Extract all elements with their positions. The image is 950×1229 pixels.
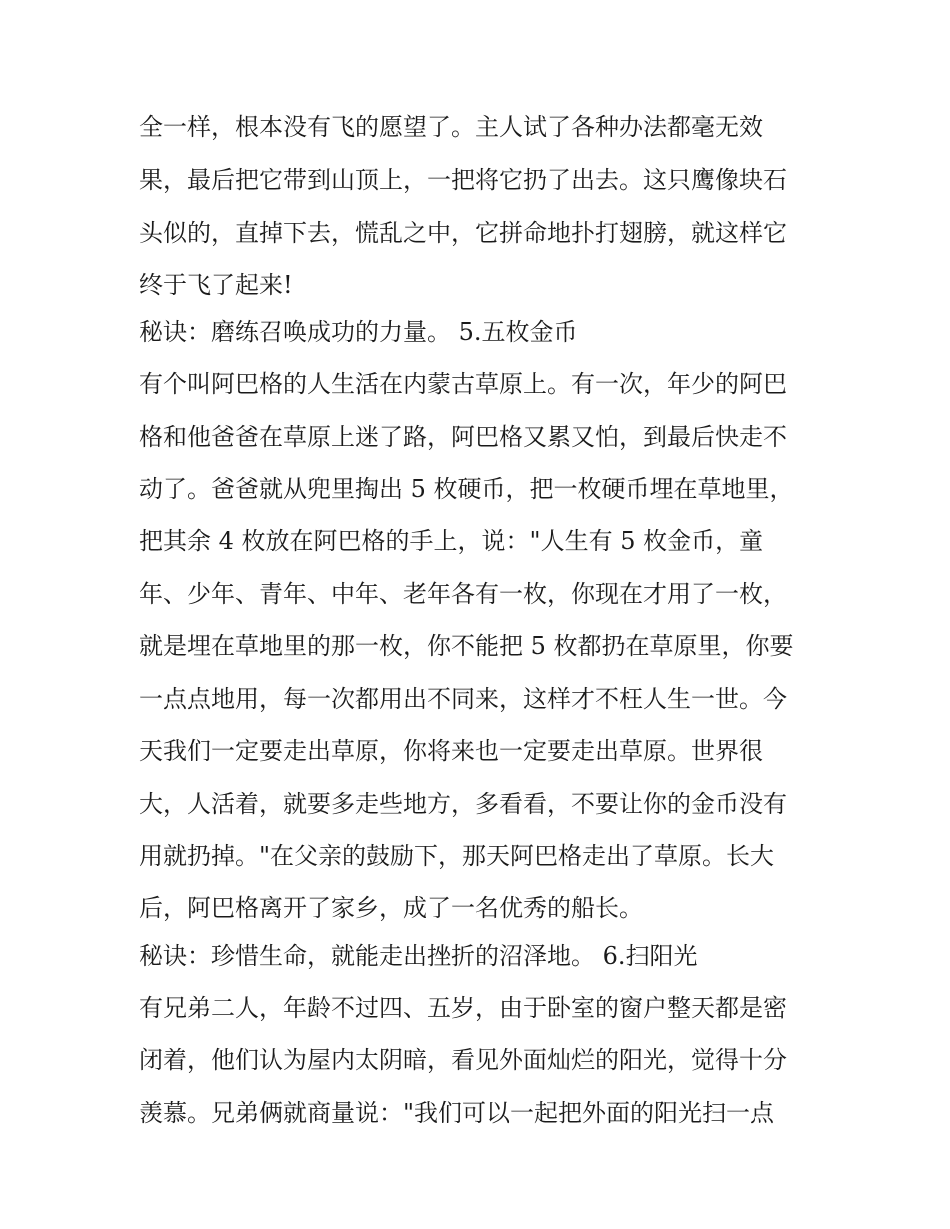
text-line: 大，人活着，就要多走些地方，多看看，不要让你的金币没有 bbox=[139, 790, 787, 818]
text-line: 年、少年、青年、中年、老年各有一枚，你现在才用了一枚， bbox=[139, 580, 787, 608]
text-line: 闭着，他们认为屋内太阴暗，看见外面灿烂的阳光，觉得十分 bbox=[139, 1046, 787, 1074]
text-line: 把其余 4 枚放在阿巴格的手上，说："人生有 5 枚金币，童 bbox=[139, 527, 764, 555]
text-line: 羡慕。兄弟俩就商量说："我们可以一起把外面的阳光扫一点 bbox=[139, 1099, 775, 1127]
text-line: 有兄弟二人，年龄不过四、五岁，由于卧室的窗户整天都是密 bbox=[139, 994, 787, 1022]
text-line: 一点点地用，每一次都用出不同来，这样才不枉人生一世。今 bbox=[139, 685, 787, 713]
text-line: 果，最后把它带到山顶上，一把将它扔了出去。这只鹰像块石 bbox=[139, 166, 787, 194]
text-line: 后，阿巴格离开了家乡，成了一名优秀的船长。 bbox=[139, 894, 643, 922]
text-line: 有个叫阿巴格的人生活在内蒙古草原上。有一次，年少的阿巴 bbox=[139, 370, 787, 398]
text-line: 头似的，直掉下去，慌乱之中，它拼命地扑打翅膀，就这样它 bbox=[139, 219, 787, 247]
text-line: 用就扔掉。"在父亲的鼓励下，那天阿巴格走出了草原。长大 bbox=[139, 842, 775, 870]
section-heading-line: 秘诀：珍惜生命，就能走出挫折的沼泽地。 6.扫阳光 bbox=[139, 942, 698, 970]
text-line: 格和他爸爸在草原上迷了路，阿巴格又累又怕，到最后快走不 bbox=[139, 423, 787, 451]
text-line: 动了。爸爸就从兜里掏出 5 枚硬币，把一枚硬币埋在草地里， bbox=[139, 475, 794, 503]
section-heading-line: 秘诀：磨练召唤成功的力量。 5.五枚金币 bbox=[139, 318, 578, 346]
text-line: 天我们一定要走出草原，你将来也一定要走出草原。世界很 bbox=[139, 737, 763, 765]
text-line: 终于飞了起来! bbox=[139, 271, 293, 299]
text-line: 就是埋在草地里的那一枚，你不能把 5 枚都扔在草原里，你要 bbox=[139, 632, 794, 660]
text-line: 全一样，根本没有飞的愿望了。主人试了各种办法都毫无效 bbox=[139, 113, 763, 141]
